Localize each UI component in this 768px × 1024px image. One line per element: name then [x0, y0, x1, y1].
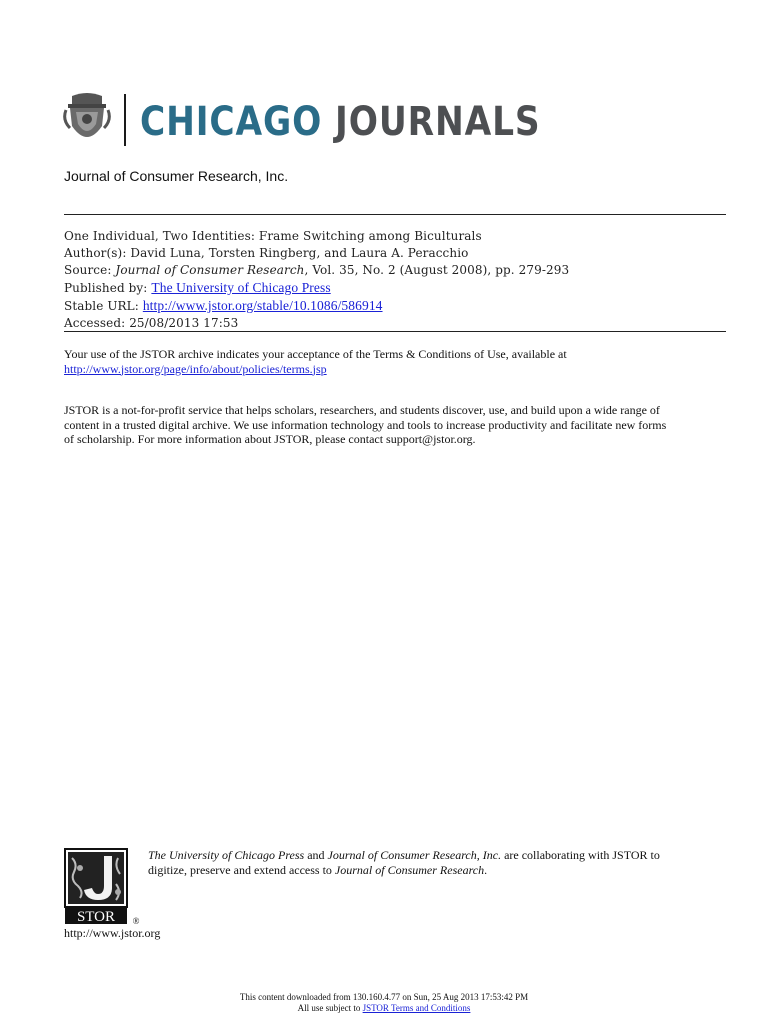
logo-divider: [124, 94, 126, 146]
registered-mark: ®: [132, 916, 140, 926]
accessed-date: 25/08/2013 17:53: [129, 316, 239, 330]
about-jstor-paragraph: JSTOR is a not-for-profit service that helps scholars, researchers, and students discover, use, and build upon a wide range of content in a trusted digital archive. We use information technology and tools to increase productivity and facilitate new forms of scholarship. For more information about JSTOR, please contact support@jstor.org.: [64, 403, 667, 446]
terms-paragraph: [64, 347, 724, 376]
collaboration-statement: The University of Chicago Press and Journal of Consumer Research, Inc. are collaborating with JSTOR to digitize, preserve and extend access to Journal of Consumer Research.: [148, 848, 660, 877]
jstor-url: http://www.jstor.org: [64, 926, 161, 940]
authors: David Luna, Torsten Ringberg, and Laura A. Peracchio: [130, 246, 469, 260]
stable-url-line: Stable URL: http://www.jstor.org/stable/10.1086/586914: [64, 298, 383, 313]
university-crest-icon: [62, 90, 112, 152]
chicago-journals-logo: [140, 96, 541, 148]
logo-text-journals: JOURNALS: [335, 99, 541, 145]
source-details: , Vol. 35, No. 2 (August 2008), pp. 279-293: [304, 263, 570, 277]
publisher-name: Journal of Consumer Research, Inc.: [64, 168, 289, 184]
logo-text-chicago: CHICAGO: [140, 99, 323, 145]
terms-text: Your use of the JSTOR archive indicates your acceptance of the Terms & Conditions of Use, available at: [64, 347, 567, 361]
top-divider: [64, 214, 726, 215]
article-metadata: [64, 228, 569, 332]
article-title: One Individual, Two Identities: Frame Switching among Biculturals: [64, 229, 482, 243]
jstor-logo-text: STOR: [76, 909, 116, 925]
stable-url-link[interactable]: http://www.jstor.org/stable/10.1086/586914: [142, 298, 383, 313]
publisher-link[interactable]: The University of Chicago Press: [151, 280, 331, 295]
published-by-line: Published by: The University of Chicago Press: [64, 280, 331, 295]
source-journal: Journal of Consumer Research: [115, 263, 305, 277]
download-info: This content downloaded from 130.160.4.77 on Sun, 25 Aug 2013 17:53:42 PM: [239, 992, 529, 1002]
jstor-logo-icon: [64, 848, 144, 928]
accessed-line: Accessed: 25/08/2013 17:53: [64, 316, 239, 330]
authors-line: Author(s): David Luna, Torsten Ringberg, and Laura A. Peracchio: [64, 246, 469, 260]
jstor-terms-link[interactable]: JSTOR Terms and Conditions: [362, 1003, 471, 1013]
terms-footer-line: All use subject to JSTOR Terms and Conditions: [297, 1003, 471, 1013]
source-line: Source: Journal of Consumer Research, Vol. 35, No. 2 (August 2008), pp. 279-293: [64, 263, 570, 277]
terms-link[interactable]: http://www.jstor.org/page/info/about/policies/terms.jsp: [64, 361, 327, 376]
download-footer: [0, 992, 768, 1014]
bottom-divider: [64, 331, 726, 332]
